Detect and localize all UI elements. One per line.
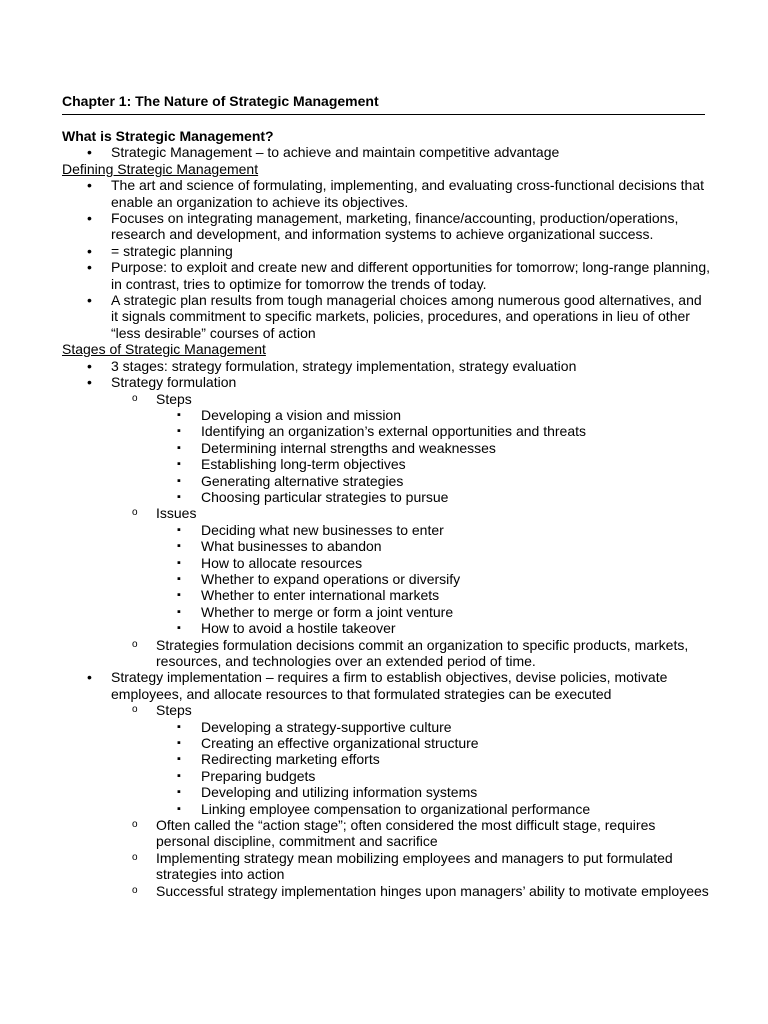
defining-heading: Defining Strategic Management (62, 160, 259, 177)
list-item: ▪ What businesses to abandon (62, 538, 712, 554)
intro-list (62, 144, 712, 160)
list-item: • A strategic plan results from tough managerial choices among numerous good alternatives, and it signals commitment to specific markets, policies, procedures, and operations in lieu of other “less desirable” courses of action (62, 292, 712, 341)
implementation-note: o Often called the “action stage”; often considered the most difficult stage, requires personal discipline, commitment and sacrifice (62, 817, 712, 850)
list-item: ▪ Redirecting marketing efforts (62, 751, 712, 767)
formulation-commit-note: o Strategies formulation decisions commit an organization to specific products, markets, resources, and technologies over an extended period of time. (62, 637, 712, 670)
list-item: ▪ Choosing particular strategies to pursue (62, 489, 712, 505)
list-item: • Purpose: to exploit and create new and different opportunities for tomorrow; long-range planning, in contrast, tries to optimize for tomorrow the trends of today. (62, 259, 712, 292)
implementation-note: o Implementing strategy mean mobilizing employees and managers to put formulated strategies into action (62, 850, 712, 883)
list-item: ▪ Whether to expand operations or diversify (62, 571, 712, 587)
defining-list (62, 177, 712, 341)
implementation-item: • Strategy implementation – requires a firm to establish objectives, devise policies, motivate employees, and allocate resources to that formulated strategies can be executed (62, 669, 712, 702)
formulation-issues-label: o Issues (62, 505, 712, 521)
list-item: ▪ Determining internal strengths and weaknesses (62, 440, 712, 456)
list-item: ▪ Linking employee compensation to organizational performance (62, 801, 712, 817)
list-item: ▪ Establishing long-term objectives (62, 456, 712, 472)
list-item: ▪ Developing a vision and mission (62, 407, 712, 423)
list-item: ▪ Creating an effective organizational structure (62, 735, 712, 751)
implementation-steps-label: o Steps (62, 702, 712, 718)
implementation-note: o Successful strategy implementation hinges upon managers’ ability to motivate employees (62, 883, 712, 899)
list-item: • The art and science of formulating, implementing, and evaluating cross-functional decisions that enable an organization to achieve its objectives. (62, 177, 712, 210)
intro-bullet: • Strategic Management – to achieve and maintain competitive advantage (62, 144, 712, 160)
list-item: ▪ Whether to merge or form a joint venture (62, 604, 712, 620)
list-item: ▪ How to allocate resources (62, 555, 712, 571)
list-item: ▪ Whether to enter international markets (62, 587, 712, 603)
list-item: ▪ Deciding what new businesses to enter (62, 522, 712, 538)
list-item: • = strategic planning (62, 243, 712, 259)
list-item: ▪ How to avoid a hostile takeover (62, 620, 712, 636)
stages-heading: Stages of Strategic Management (62, 341, 266, 358)
list-item: ▪ Generating alternative strategies (62, 473, 712, 489)
list-item: ▪ Developing a strategy-supportive culture (62, 719, 712, 735)
document-body (62, 128, 712, 899)
list-item: ▪ Identifying an organization’s external opportunities and threats (62, 423, 712, 439)
stages-list (62, 358, 712, 899)
list-item: ▪ Developing and utilizing information systems (62, 784, 712, 800)
three-stages-item: • 3 stages: strategy formulation, strategy implementation, strategy evaluation (62, 358, 712, 374)
list-item: ▪ Preparing budgets (62, 768, 712, 784)
chapter-title: Chapter 1: The Nature of Strategic Management (62, 93, 705, 115)
formulation-item: • Strategy formulation (62, 374, 712, 390)
list-item: • Focuses on integrating management, marketing, finance/accounting, production/operations, research and development, and information systems to achieve organizational success. (62, 210, 712, 243)
question-heading: What is Strategic Management? (62, 128, 274, 144)
formulation-steps-label: o Steps (62, 391, 712, 407)
